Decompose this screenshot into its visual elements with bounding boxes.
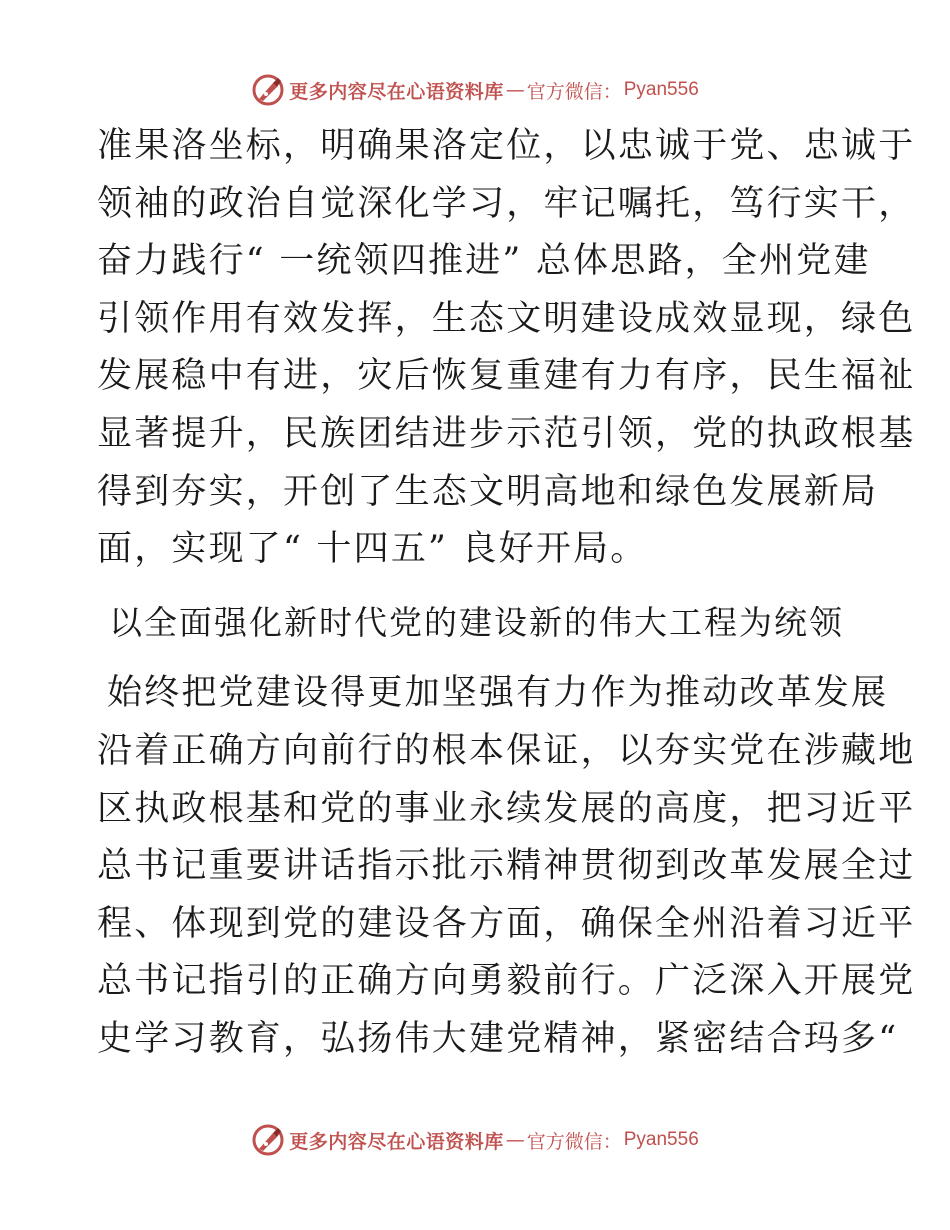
text-line: 总书记指引的正确方向勇毅前行。广泛深入开展党 [97, 961, 916, 1002]
text-line: 总书记重要讲话指示批示精神贯彻到改革发展全过 [97, 846, 916, 887]
banner-label: 更多内容尽在心语资料库 [289, 1130, 504, 1153]
text-line: 奋力践行“ 一统领四推进” 总体思路，全州党建 [97, 241, 871, 282]
text-line: 面，实现了“ 十四五” 良好开局。 [97, 529, 648, 570]
pen-nib-logo-icon [251, 1123, 285, 1157]
banner-wechat-handle: Pyan556 [623, 1129, 699, 1150]
text-line: 得到夯实，开创了生态文明高地和绿色发展新局 [97, 471, 879, 512]
document-body [97, 118, 916, 1069]
text-line: 程、体现到党的建设各方面，确保全州沿着习近平 [97, 903, 916, 944]
text-line: 显著提升，民族团结进步示范引领，党的执政根基 [97, 413, 916, 454]
paragraph-2 [97, 665, 916, 1068]
text-line: 始终把党建设得更加坚强有力作为推动改革发展 [107, 673, 889, 714]
footer-watermark-banner [0, 1120, 950, 1160]
banner-separator: — [505, 1129, 525, 1151]
banner-wechat-label: 官方微信： [526, 1130, 622, 1153]
banner-label: 更多内容尽在心语资料库 [289, 80, 504, 103]
text-line: 领袖的政治自觉深化学习，牢记嘱托，笃行实干， [97, 183, 916, 224]
pen-nib-logo-icon [251, 73, 285, 107]
text-line: 沿着正确方向前行的根本保证，以夯实党在涉藏地 [97, 730, 916, 771]
banner-wechat-handle: Pyan556 [623, 79, 699, 100]
text-line: 发展稳中有进，灾后恢复重建有力有序，民生福祉 [97, 356, 916, 397]
text-line: 引领作用有效发挥，生态文明建设成效显现，绿色 [97, 298, 916, 339]
text-line: 准果洛坐标，明确果洛定位，以忠诚于党、忠诚于 [97, 126, 916, 166]
banner-wechat-label: 官方微信： [526, 80, 622, 103]
text-line: 史学习教育，弘扬伟大建党精神，紧密结合玛多“ [97, 1018, 899, 1059]
header-watermark-banner [0, 70, 950, 110]
text-line: 区执政根基和党的事业永续发展的高度，把习近平 [97, 788, 916, 829]
banner-separator: — [505, 79, 525, 101]
section-heading: 以全面强化新时代党的建设新的伟大工程为统领 [109, 602, 844, 642]
paragraph-1 [97, 118, 916, 579]
